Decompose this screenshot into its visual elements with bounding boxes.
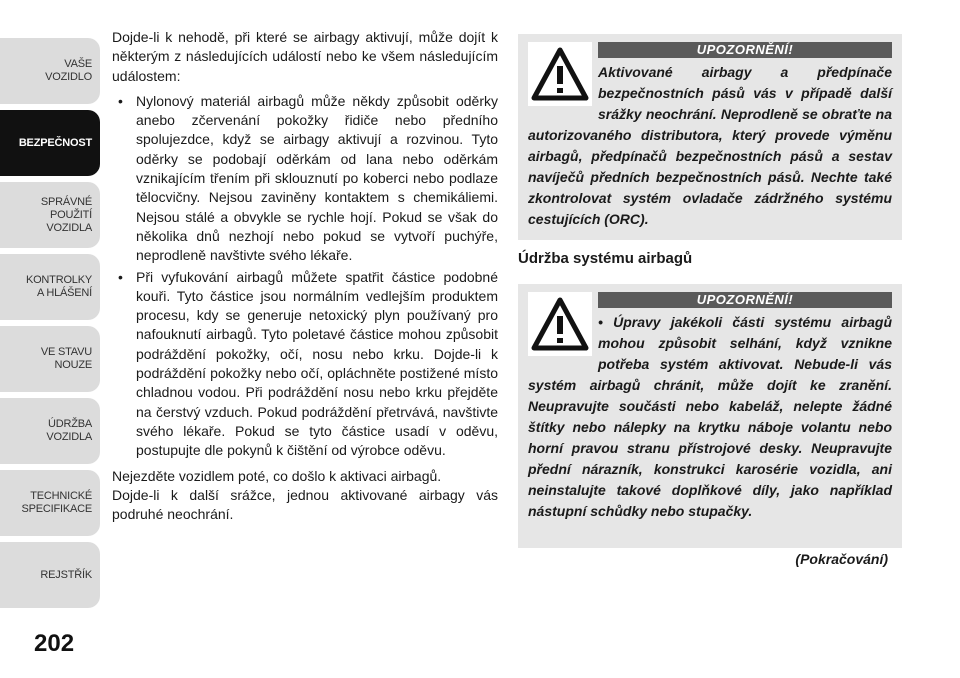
warning-triangle-icon: [528, 292, 592, 356]
tab-udrzba-vozidla[interactable]: ÚDRŽBA VOZIDLA: [0, 398, 100, 464]
intro-paragraph: Dojde-li k nehodě, při které se airbagy aktivují, může dojít k některým z následujících událostí nebo ke všem následujícím událostem:: [112, 29, 498, 84]
warning-triangle-icon: [528, 42, 592, 106]
warning-text: • Úpravy jakékoli části systému airbagů mohou způsobit selhání, když vznikne potřeba systém aktivovat. Nebude-li vás systém airbagů chránit, může dojít ke zranění. Neupravujte součásti nebo kabeláž, nelepte žádné štítky nebo nálepky na krytku náboje volantu nebo horní pravou stranu přístrojové desky. Neupravujte přední nárazník, konstrukci karosérie vozidla, ani neinstalujte takové doplňkové díly, jako například nástupní schůdky nebo stupačky.: [528, 314, 892, 519]
tab-spravne-pouziti-vozidla[interactable]: SPRÁVNÉ POUŽITÍ VOZIDLA: [0, 182, 100, 248]
list-item: • Nylonový materiál airbagů může někdy způsobit oděrky anebo zčervenání pokožky řidiče nebo předního spolujezdce, když se airbagy aktivují a rozvinou. Tyto oděrky se podobají oděrkám od lana nebo oděrkám vznikajícím třením při sklouznutí po koberci nebo podlaze tělocvičny. Nejsou zaviněny kontaktem s chemikáliemi. Nejsou stálé a obvykle se rychle hojí. Pokud se však do několika dnů nezhojí nebo pokud se vytvoří puchýře, neprodleně navštivte svého lékaře.: [112, 92, 498, 266]
continued-label: (Pokračování): [795, 551, 888, 567]
page-number: 202: [34, 630, 75, 657]
tab-rejstrik[interactable]: REJSTŘÍK: [0, 542, 100, 608]
warning-box-deployed-airbags: [518, 34, 902, 240]
tab-kontrolky-a-hlaseni[interactable]: KONTROLKY A HLÁŠENÍ: [0, 254, 100, 320]
paragraph-no-driving: Nejezděte vozidlem poté, co došlo k aktivaci airbagů.: [112, 467, 442, 484]
paragraph-no-protection: Dojde-li k další srážce, jednou aktivované airbagy vás podruhé neochrání.: [112, 486, 498, 523]
list-item: • Při vyfukování airbagů můžete spatřit částice podobné kouři. Tyto částice jsou normálním vedlejším produktem procesu, kdy se generuje netoxický plyn používaný pro nafouknutí airbagů. Tyto poletavé částice mohou způsobit podráždění pokožky, očí, nosu nebo krku. Dojde-li k podráždění pokožky nebo očí, opláchněte postižené místo chladnou vodou. Při podráždění nosu nebo krku přejděte na čerstvý vzduch. Pokud podráždění přetrvává, navštivte svého lékaře. Pokud se tyto částice usadí v oděvu, postupujte dle pokynů k čištění od výrobce oděvu.: [112, 268, 498, 461]
consequence-list: [112, 92, 498, 461]
left-column: [112, 28, 498, 530]
warning-header: UPOZORNĚNÍ!: [598, 292, 892, 308]
tab-technicke-specifikace[interactable]: TECHNICKÉ SPECIFIKACE: [0, 470, 100, 536]
warning-box-airbag-maintenance: [518, 284, 902, 548]
tab-vase-vozidlo[interactable]: VAŠE VOZIDLO: [0, 38, 100, 104]
chapter-tabs: [0, 0, 104, 640]
tab-bezpecnost[interactable]: BEZPEČNOST: [0, 110, 100, 176]
tab-ve-stavu-nouze[interactable]: VE STAVU NOUZE: [0, 326, 100, 392]
warning-text: Aktivované airbagy a předpínače bezpečnostních pásů vás v případě další srážky neochrání. Neprodleně se obraťte na autorizovaného distributora, který provede výměnu airbagů, předpínačů bezpečnostních pásů a sestav navíječů předních bezpečnostních pásů. Nechte také zkontrolovat systém ovladače zádržného systému cestujících (ORC).: [528, 64, 892, 227]
section-title: Údržba systému airbagů: [518, 250, 693, 267]
warning-header: UPOZORNĚNÍ!: [598, 42, 892, 58]
